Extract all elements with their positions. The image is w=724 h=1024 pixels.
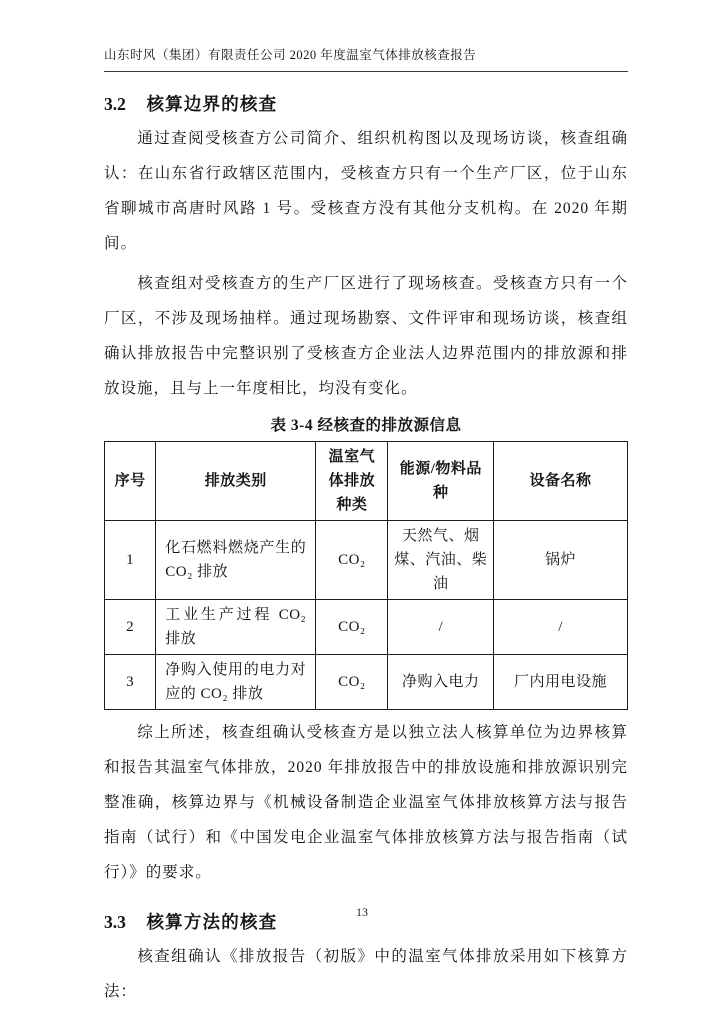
cell-equipment: 锅炉 [494, 521, 628, 600]
section-3-3-number: 3.3 [104, 912, 126, 932]
cell-energy-material: 天然气、烟煤、汽油、柴油 [388, 521, 494, 600]
cell-ghg-type: CO₂ [316, 600, 388, 655]
section-3-2-number: 3.2 [104, 94, 126, 114]
section-3-2-title: 核算边界的核查 [146, 94, 278, 114]
cell-index: 3 [105, 655, 156, 710]
paragraph-method-confirmation: 核查组确认《排放报告（初版》中的温室气体排放采用如下核算方法： [104, 948, 628, 1000]
running-header [104, 46, 628, 72]
cell-index: 2 [105, 600, 156, 655]
cell-emission-category: 工业生产过程 CO₂ 排放 [156, 600, 316, 655]
table-header-row [105, 442, 628, 521]
paragraph-summary-conclusion: 综上所述，核查组确认受核查方是以独立法人核算单位为边界核算和报告其温室气体排放，2020 年排放报告中的排放设施和排放源识别完整准确，核算边界与《机械设备制造企业温室气体排放核算方法与报告指南（试行）和《中国发电企业温室气体排放核算方法与报告指南（试行）》的要求。 [104, 724, 628, 881]
section-3-2-heading [104, 91, 628, 116]
table-row [105, 655, 628, 710]
table-row [105, 600, 628, 655]
col-header-energy-material: 能源/物料品种 [388, 442, 494, 521]
col-header-ghg-type: 温室气体排放种类 [316, 442, 388, 521]
table-row [105, 521, 628, 600]
page-number: 13 [356, 905, 368, 919]
paragraph-boundary-confirmation: 通过查阅受核查方公司简介、组织机构图以及现场访谈，核查组确认：在山东省行政辖区范围内，受核查方只有一个生产厂区，位于山东省聊城市高唐时风路 1 号。受核查方没有其他分支机构。在 2020 年期间。 [104, 130, 628, 252]
col-header-emission-category: 排放类别 [156, 442, 316, 521]
cell-energy-material: / [388, 600, 494, 655]
cell-emission-category: 化石燃料燃烧产生的 CO₂ 排放 [156, 521, 316, 600]
cell-equipment: / [494, 600, 628, 655]
paragraph-site-verification: 核查组对受核查方的生产厂区进行了现场核查。受核查方只有一个厂区，不涉及现场抽样。通过现场勘察、文件评审和现场访谈，核查组确认排放报告中完整识别了受核查方企业法人边界范围内的排放源和排放设施，且与上一年度相比，均没有变化。 [104, 275, 628, 397]
emission-sources-table [104, 441, 628, 710]
running-header-title: 山东时风（集团）有限责任公司 2020 年度温室气体排放核查报告 [104, 48, 477, 62]
cell-ghg-type: CO₂ [316, 655, 388, 710]
page-content [104, 46, 628, 1009]
section-3-3-title: 核算方法的核查 [146, 912, 278, 932]
cell-emission-category: 净购入使用的电力对应的 CO₂ 排放 [156, 655, 316, 710]
col-header-equipment: 设备名称 [494, 442, 628, 521]
cell-equipment: 厂内用电设施 [494, 655, 628, 710]
cell-energy-material: 净购入电力 [388, 655, 494, 710]
table-caption: 表 3-4 经核查的排放源信息 [270, 417, 462, 434]
cell-ghg-type: CO₂ [316, 521, 388, 600]
col-header-index: 序号 [105, 442, 156, 521]
cell-index: 1 [105, 521, 156, 600]
